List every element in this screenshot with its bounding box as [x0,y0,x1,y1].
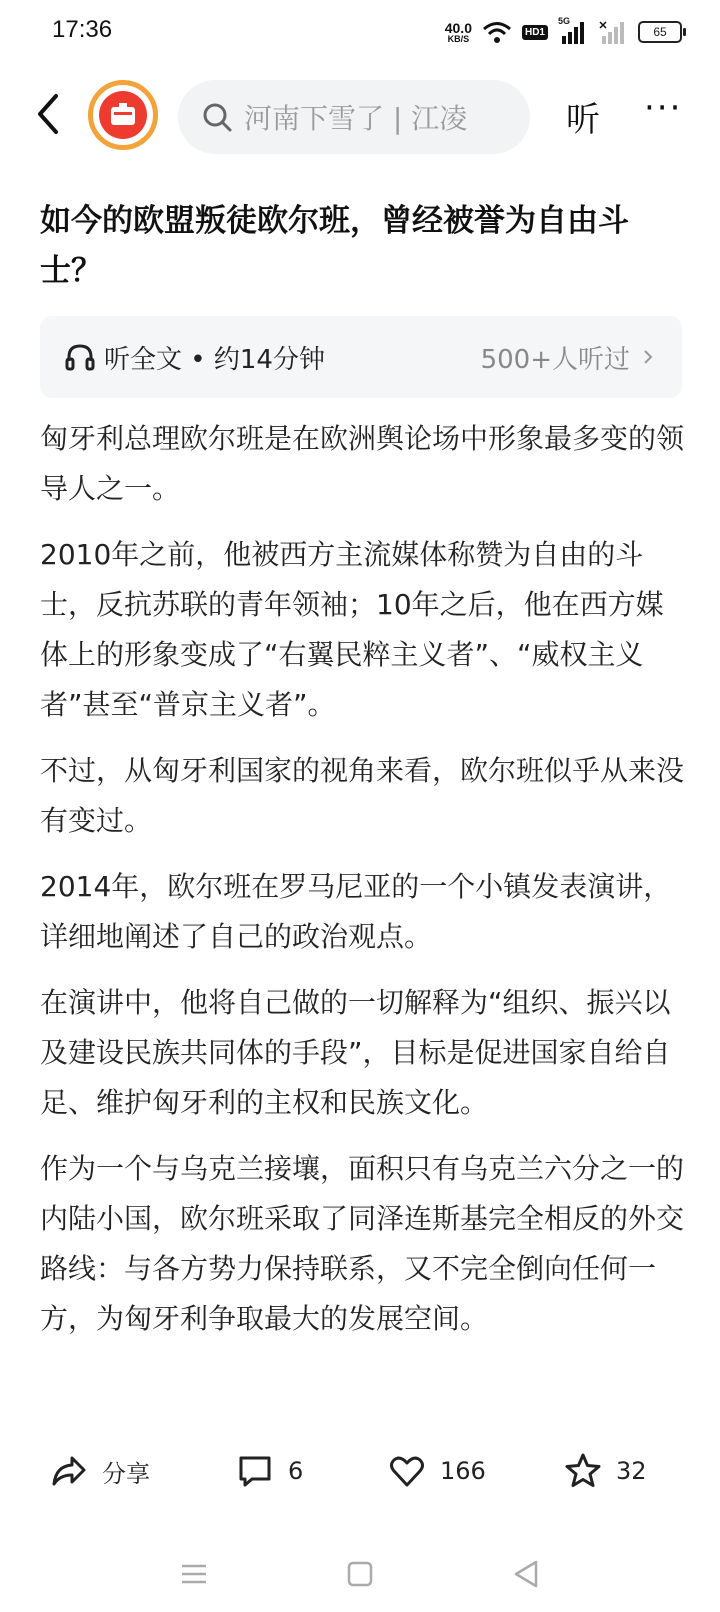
status-icons [445,18,682,46]
search-box[interactable] [178,80,530,154]
paragraph: 不过，从匈牙利国家的视角来看，欧尔班似乎从来没有变过。 [40,754,685,837]
article-title: 如今的欧盟叛徒欧尔班，曾经被誉为自由斗士？ [40,203,629,289]
listen-button[interactable]: 听 [566,100,600,140]
home-icon[interactable] [342,1556,378,1592]
paragraph: 在演讲中，他将自己做的一切解释为“组织、振兴以及建设民族共同体的手段”，目标是促进国家自给自足、维护匈牙利的主权和民族文化。 [40,986,671,1119]
menu-icon[interactable] [176,1556,212,1592]
back-triangle-icon[interactable] [508,1556,544,1592]
back-arrow-icon[interactable] [30,92,70,136]
like-count: 166 [440,1457,486,1485]
listen-full-article-bar[interactable] [40,316,682,398]
favorite-count: 32 [616,1457,647,1485]
headphone-icon [64,341,96,373]
comment-count: 6 [288,1457,304,1485]
top-nav [0,74,720,154]
listen-bar-label: 听全文 • 约14分钟 [104,344,325,375]
network-speed-value: 40.0 [444,19,472,36]
status-bar [0,0,720,64]
signal-icon [558,16,588,44]
more-button[interactable]: ··· [644,88,683,128]
network-speed [445,21,472,44]
signal-weak-icon [598,20,628,44]
share-icon [50,1452,88,1490]
heart-icon [388,1452,426,1490]
paragraph: 作为一个与乌克兰接壤，面积只有乌克兰六分之一的内陆小国，欧尔班采取了同泽连斯基完全相反的外交路线：与各方势力保持联系，又不完全倒向任何一方，为匈牙利争取最大的发展空间。 [40,1152,685,1335]
article-body [40,414,690,1360]
star-icon [564,1452,602,1490]
share-button[interactable] [50,1452,150,1490]
listen-count: 500+人听过 [480,344,630,375]
paragraph: 2010年之前，他被西方主流媒体称赞为自由的斗士，反抗苏联的青年领袖；10年之后，他在西方媒体上的形象变成了“右翼民粹主义者”、“威权主义者”甚至“普京主义者”。 [40,538,664,721]
signal-tag: 5G [558,16,571,26]
favorite-button[interactable] [564,1452,647,1490]
like-button[interactable] [388,1452,486,1490]
app-logo-mark [99,91,147,139]
share-label: 分享 [102,1459,150,1488]
network-speed-unit: KB/S [447,33,470,44]
chevron-right-icon [640,349,656,365]
search-input[interactable]: 河南下雪了 | 江凌 [244,102,468,135]
comment-button[interactable] [236,1452,303,1490]
status-time: 17:36 [52,16,113,43]
action-bar [0,1446,720,1510]
comment-icon [236,1452,274,1490]
paragraph: 匈牙利总理欧尔班是在欧洲舆论场中形象最多变的领导人之一。 [40,422,685,505]
search-icon [202,102,232,132]
system-nav-bar [0,1540,720,1612]
battery-indicator: 65 [638,21,682,43]
wifi-icon [482,20,512,44]
app-logo[interactable] [88,80,158,150]
paragraph: 2014年，欧尔班在罗马尼亚的一个小镇发表演讲，详细地阐述了自己的政治观点。 [40,870,672,953]
hd-badge: HD1 [522,25,548,40]
